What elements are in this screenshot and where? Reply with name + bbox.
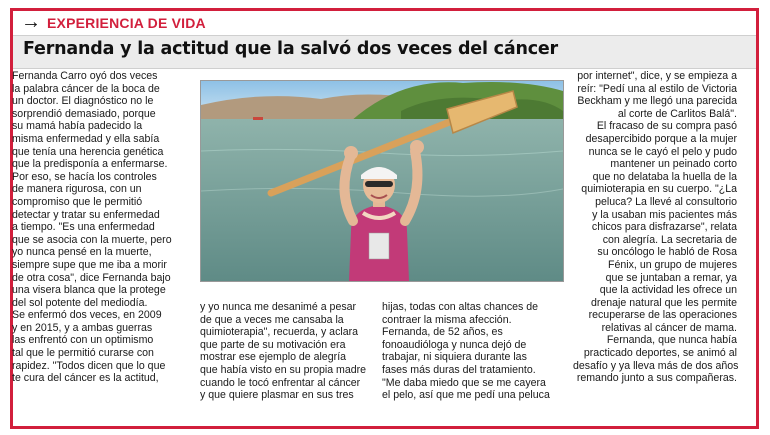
photo-woman-with-oar xyxy=(201,81,563,281)
text-line: fases más duras del tratamiento. xyxy=(382,363,536,376)
text-line: Fernanda, que nunca había xyxy=(606,334,737,347)
text-line: relativas al cáncer de mama. xyxy=(601,321,737,334)
text-line: detectar y tratar su enfermedad xyxy=(12,208,160,221)
text-line: hijas, todas con altas chances de xyxy=(382,301,539,313)
text-line: con alegría. La secretaria de xyxy=(602,233,737,246)
text-line: al corte de Carlitos Balá". xyxy=(617,107,737,120)
headline-bar xyxy=(13,36,756,69)
text-line: a tiempo. "Es una enfermedad xyxy=(12,221,155,234)
text-line: una visera blanca que la protege xyxy=(12,284,166,297)
text-line: mostrar ese ejemplo de alegría xyxy=(200,351,347,364)
text-line: y en 2015, y a ambas guerras xyxy=(12,321,153,334)
text-line: un doctor. El diagnóstico no le xyxy=(12,95,154,108)
article-column-3 xyxy=(382,301,568,402)
text-line: yo nunca pensé en la muerte, xyxy=(12,246,152,259)
text-line: del sol potente del mediodía. xyxy=(12,296,148,309)
text-line: que tenía una herencia genética xyxy=(12,145,164,158)
text-line: remando junto a sus compañeras. xyxy=(576,372,737,385)
text-line: la palabra cáncer de la boca de xyxy=(12,82,160,95)
text-line: por internet", dice, y se empieza a xyxy=(577,70,737,82)
text-line: trabajar, ni siquiera durante las xyxy=(382,351,527,364)
text-line: tal que le permitió curarse con xyxy=(12,347,154,360)
section-header xyxy=(13,11,756,36)
text-line: Beckham y me llegó una parecida xyxy=(577,95,737,108)
text-line: misma enfermedad y ella sabía xyxy=(12,132,160,145)
text-line: "Me daba miedo que se me cayera xyxy=(382,376,546,389)
text-line: que parte de su motivación era xyxy=(200,338,346,351)
sunglasses xyxy=(365,181,393,187)
text-line: de que a veces me cansaba la xyxy=(200,313,344,326)
article-column-4 xyxy=(573,70,743,385)
article-photo xyxy=(200,80,564,282)
arrow-right-icon: → xyxy=(21,11,41,33)
text-line: peluca? La llevé al consultorio xyxy=(595,195,737,208)
article-column-2 xyxy=(200,301,368,402)
text-line: que se asocia con la muerte, pero xyxy=(12,233,172,246)
text-line: quimioterapia", recuerda, y aclara xyxy=(200,326,359,339)
text-line: cuando le tocó enfrentar al cáncer xyxy=(200,376,361,389)
text-line: contraer la misma afección. xyxy=(382,313,512,326)
text-line: desapercibido porque a la mujer xyxy=(585,132,737,145)
article-headline: Fernanda y la actitud que la salvó dos veces del cáncer xyxy=(23,39,558,59)
text-line: el pelo, así que me pedí una peluca xyxy=(382,389,550,402)
text-line: Fénix, un grupo de mujeres xyxy=(608,258,737,271)
text-line: que no delataba la huella de la xyxy=(592,170,737,183)
text-line: nunca se le cayó el pelo y pudo xyxy=(588,145,737,158)
text-line: su mamá había padecido la xyxy=(12,120,143,133)
text-line: reír: "Pedí una al estilo de Victoria xyxy=(577,82,737,95)
text-line: que la predisponía a enfermarse. xyxy=(12,158,168,171)
text-line: Fernanda Carro oyó dos veces xyxy=(12,70,158,82)
text-line: las enfrentó con un optimismo xyxy=(12,334,154,347)
text-line: mantener un peinado corto xyxy=(610,158,737,171)
text-line: de manera rigurosa, con un xyxy=(12,183,142,196)
article-column-1 xyxy=(12,70,196,385)
boat xyxy=(253,117,263,120)
text-line: y la usaban mis pacientes más xyxy=(592,208,737,221)
text-line: desafío y ya lleva más de dos años xyxy=(573,359,739,372)
text-line: drenaje natural que les permite xyxy=(590,296,737,309)
text-line: te cura del cáncer es la actitud, xyxy=(12,372,159,385)
text-line: rapidez. "Todos dicen que lo que xyxy=(12,359,166,372)
text-line: que la actividad les ofrece un xyxy=(599,284,737,297)
section-label: EXPERIENCIA DE VIDA xyxy=(47,15,206,31)
text-line: Por eso, se hacía los controles xyxy=(12,170,157,183)
text-line: que había visto en su propia madre xyxy=(200,363,367,376)
text-line: chicos para disfrazarse", relata xyxy=(591,221,737,234)
text-line: sorprendió demasiado, porque xyxy=(12,107,156,120)
text-line: Se enfermó dos veces, en 2009 xyxy=(12,309,162,322)
text-line: siempre supe que me iba a morir xyxy=(12,258,167,271)
text-line: que se juntaban a remar, ya xyxy=(605,271,737,284)
badge xyxy=(369,233,389,259)
text-line: practicado deportes, se animó al xyxy=(583,347,737,360)
text-line: y yo nunca me desanimé a pesar xyxy=(200,301,357,313)
text-line: El fracaso de su compra pasó xyxy=(596,120,737,133)
text-line: y que quiere plasmar en sus tres xyxy=(200,389,354,402)
text-line: fonoaudióloga y nunca dejó de xyxy=(382,338,527,351)
text-line: compromiso que le permitió xyxy=(12,195,143,208)
text-line: de otra cosa", dice Fernanda bajo xyxy=(12,271,171,284)
text-line: quimioterapia en su cuerpo. "¿La xyxy=(581,183,737,196)
text-line: Fernanda, de 52 años, es xyxy=(382,326,503,339)
text-line: su oncólogo le habló de Rosa xyxy=(597,246,737,259)
text-line: recuperarse de las operaciones xyxy=(588,309,737,322)
